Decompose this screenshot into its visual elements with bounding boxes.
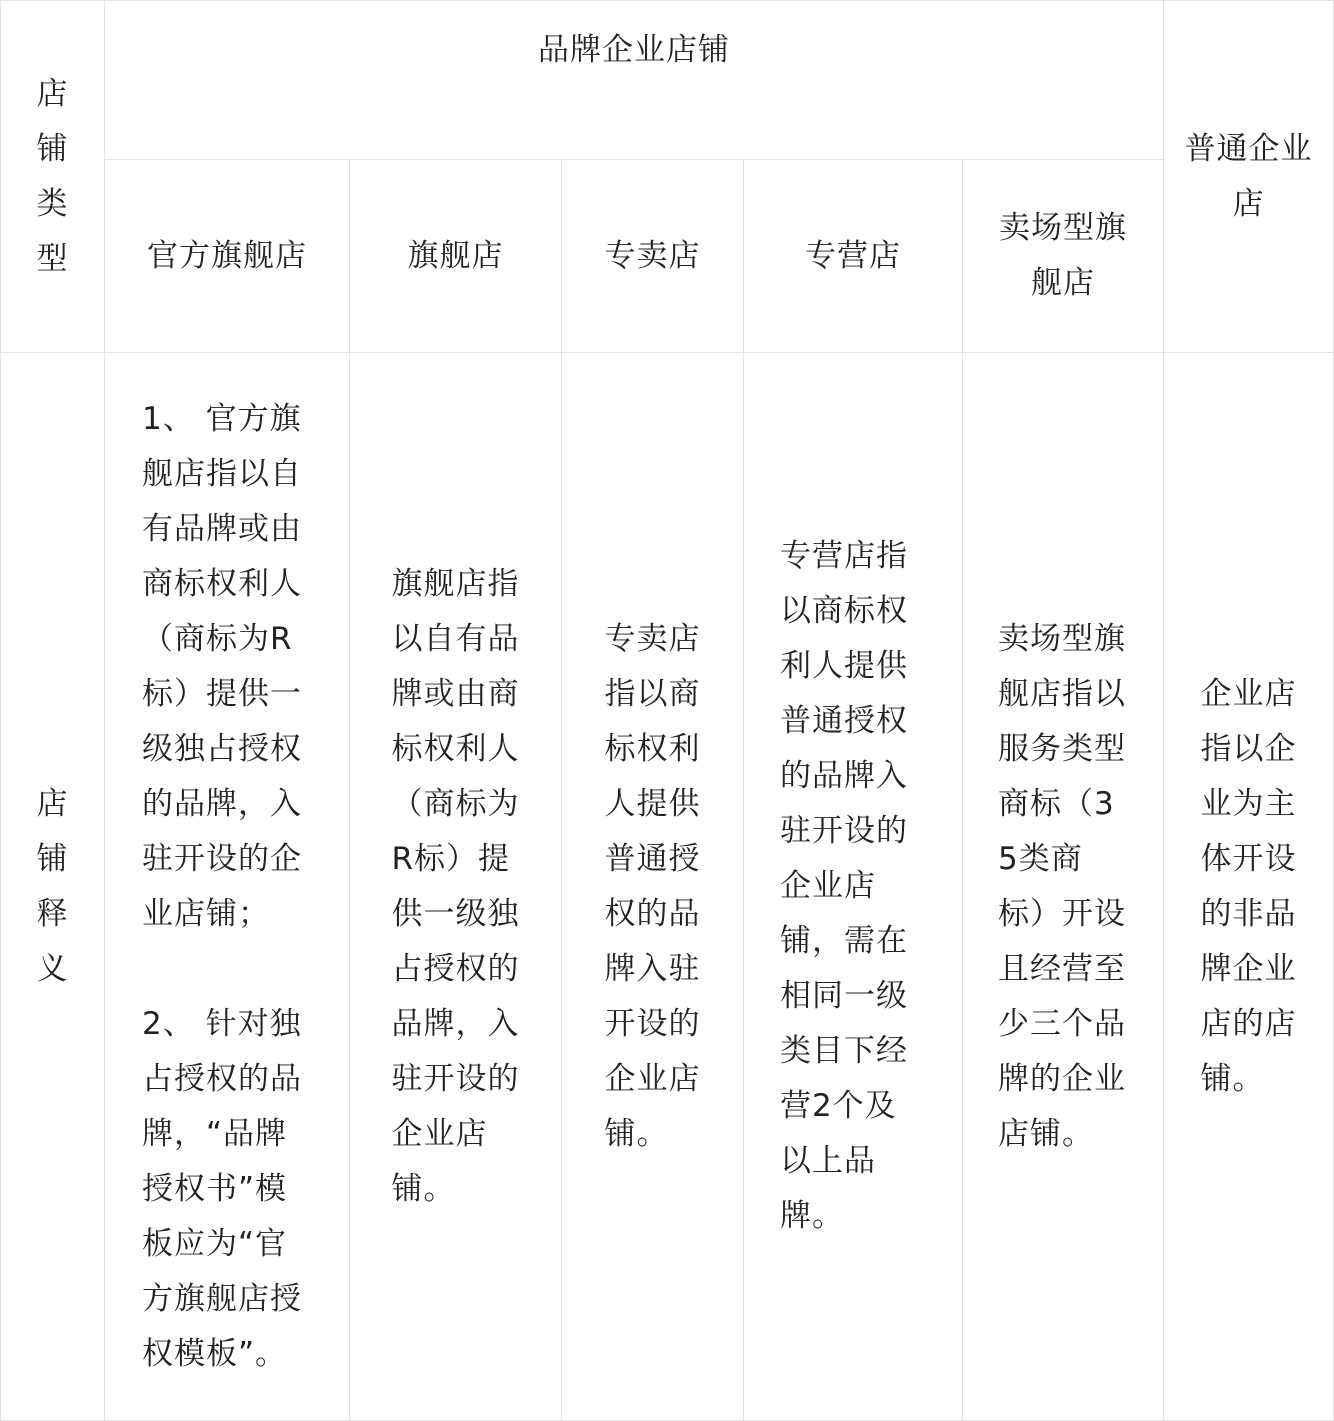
col-header-official-label: 官方旗舰店 — [147, 237, 307, 274]
col-header-exclusive-label: 专卖店 — [604, 237, 701, 274]
desc-official-text — [142, 392, 312, 1382]
col-header-official — [105, 160, 350, 353]
col-header-mall-flagship — [963, 160, 1164, 353]
col-header-franchise-label: 专营店 — [805, 237, 901, 274]
group-header-brand-label: 品牌企业店铺 — [538, 32, 731, 68]
group-header-normal — [1164, 1, 1334, 353]
desc-franchise-text: 专营店指以商标权利人提供普通授权的品牌入驻开设的企业店铺，需在相同一级类目下经营2个及以上品牌。 — [780, 538, 908, 1234]
row-header-store-desc — [1, 353, 105, 1421]
col-header-flagship — [350, 160, 562, 353]
desc-flagship-text: 旗舰店指以自有品牌或由商标权利人（商标为R标）提供一级独占授权的品牌，入驻开设的企业店铺。 — [391, 565, 520, 1207]
desc-mall-flagship-text: 卖场型旗舰店指以服务类型商标（35类商标）开设且经营至少三个品牌的企业店铺。 — [998, 620, 1127, 1152]
row-header-store-type — [1, 1, 105, 353]
group-header-brand — [105, 1, 1164, 160]
desc-exclusive-text: 专卖店指以商标权利人提供普通授权的品牌入驻开设的企业店铺。 — [604, 620, 701, 1152]
row-header-store-desc-label: 店铺释义 — [36, 785, 69, 987]
desc-normal-text: 企业店指以企业为主体开设的非品牌企业店的店铺。 — [1200, 675, 1297, 1097]
group-header-normal-label: 普通企业店 — [1184, 130, 1313, 222]
desc-official-paragraph-2: 2、 针对独占授权的品牌，“品牌授权书”模板应为“官方旗舰店授权模板”。 — [142, 1005, 302, 1372]
desc-mall-flagship — [963, 353, 1164, 1421]
desc-official-paragraph-1: 1、 官方旗舰店指以自有品牌或由商标权利人（商标为R标）提供一级独占授权的品牌，入驻开设的企业店铺； — [142, 400, 302, 932]
col-header-mall-flagship-label: 卖场型旗舰店 — [999, 210, 1128, 301]
desc-exclusive — [562, 353, 744, 1421]
desc-franchise — [744, 353, 963, 1421]
desc-official — [105, 353, 350, 1421]
col-header-franchise — [744, 160, 963, 353]
col-header-flagship-label: 旗舰店 — [407, 237, 504, 274]
desc-flagship — [350, 353, 562, 1421]
desc-normal — [1164, 353, 1334, 1421]
col-header-exclusive — [562, 160, 744, 353]
row-header-store-type-label: 店铺类型 — [36, 75, 69, 277]
